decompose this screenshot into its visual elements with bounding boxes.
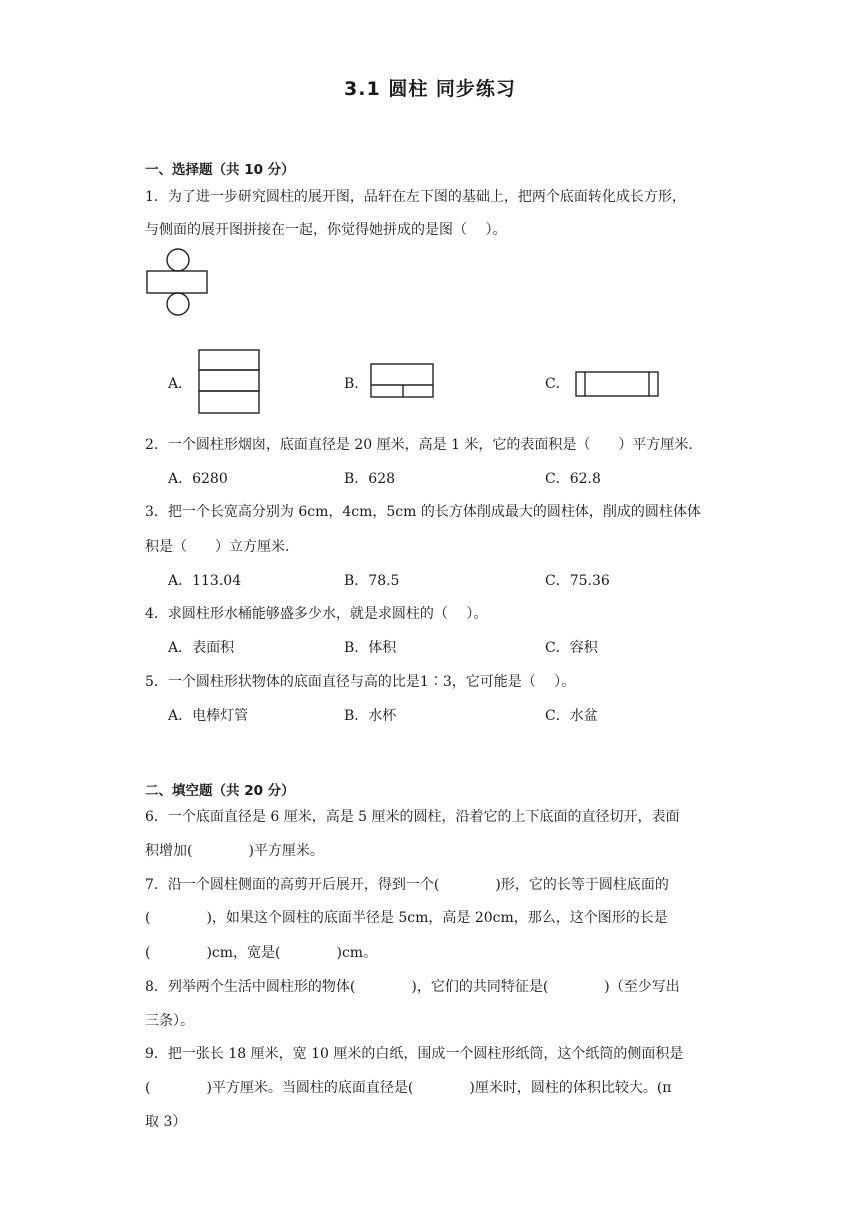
question-9-line-1: 9．把一张长 18 厘米，宽 10 厘米的白纸，围成一个圆柱形纸筒，这个纸筒的侧面积是 xyxy=(145,1046,684,1062)
question-2-line-1: 2．一个圆柱形烟囱，底面直径是 20 厘米，高是 1 米，它的表面积是（ ）平方厘米. xyxy=(145,437,693,453)
q3-option-b[interactable]: B．78.5 xyxy=(344,573,400,589)
cylinder-net-figure xyxy=(145,247,215,317)
q3-option-c[interactable]: C．75.36 xyxy=(545,573,610,589)
page-title: 3.1 圆柱 同步练习 xyxy=(344,78,516,100)
q4-option-b[interactable]: B．体积 xyxy=(344,640,397,656)
question-7-line-3: ( )cm，宽是( )cm。 xyxy=(145,945,378,961)
lateral-rectangle xyxy=(147,271,207,293)
q2-option-c[interactable]: C．62.8 xyxy=(545,471,601,487)
q1-option-c[interactable]: C． xyxy=(545,376,570,392)
q2-option-a[interactable]: A．6280 xyxy=(168,471,228,487)
q1-option-a[interactable]: A． xyxy=(168,376,193,392)
question-5-line-1: 5．一个圆柱形状物体的底面直径与高的比是1∶3，它可能是（ ）。 xyxy=(145,674,576,690)
question-4-line-1: 4．求圆柱形水桶能够盛多少水，就是求圆柱的（ ）。 xyxy=(145,606,488,622)
question-9-line-2: ( )平方厘米。当圆柱的底面直径是( )厘米时，圆柱的体积比较大。(π xyxy=(145,1080,672,1096)
question-8-line-1: 8．列举两个生活中圆柱形的物体( )，它们的共同特征是( )（至少写出 xyxy=(145,979,680,995)
q4-option-c[interactable]: C．容积 xyxy=(545,640,598,656)
question-9-line-3: 取 3） xyxy=(145,1114,187,1130)
q1-option-b-figure xyxy=(370,363,436,399)
bottom-circle xyxy=(167,293,189,315)
q2-option-b[interactable]: B．628 xyxy=(344,471,396,487)
q5-option-b[interactable]: B．水杯 xyxy=(344,708,397,724)
question-3-line-2: 积是（ ）立方厘米. xyxy=(145,539,290,555)
q1-option-b[interactable]: B． xyxy=(344,376,369,392)
q1-option-a-figure xyxy=(198,349,262,415)
q4-option-a[interactable]: A．表面积 xyxy=(168,640,235,656)
q3-option-a[interactable]: A．113.04 xyxy=(168,573,242,589)
q5-option-a[interactable]: A．电棒灯管 xyxy=(168,708,249,724)
question-8-line-2: 三条）。 xyxy=(145,1013,194,1029)
question-3-line-1: 3．把一个长宽高分别为 6cm，4cm，5cm 的长方体削成最大的圆柱体，削成的圆柱体体 xyxy=(145,504,701,520)
question-1-line-2: 与侧面的展开图拼接在一起，你觉得她拼成的是图（ ）。 xyxy=(145,222,507,238)
question-7-line-2: ( )，如果这个圆柱的底面半径是 5cm，高是 20cm，那么，这个图形的长是 xyxy=(145,910,668,926)
top-circle xyxy=(167,249,189,271)
question-6-line-1: 6．一个底面直径是 6 厘米，高是 5 厘米的圆柱，沿着它的上下底面的直径切开，表面 xyxy=(145,809,680,825)
question-7-line-1: 7．沿一个圆柱侧面的高剪开后展开，得到一个( )形，它的长等于圆柱底面的 xyxy=(145,877,669,893)
q5-option-c[interactable]: C．水盆 xyxy=(545,708,598,724)
section-heading-choice: 一、选择题（共 10 分） xyxy=(145,162,295,178)
question-6-line-2: 积增加( )平方厘米。 xyxy=(145,843,324,859)
q1-option-c-figure xyxy=(575,371,661,399)
question-1-line-1: 1．为了进一步研究圆柱的展开图，品轩在左下图的基础上，把两个底面转化成长方形， xyxy=(145,189,686,205)
section-heading-fill: 二、填空题（共 20 分） xyxy=(145,783,295,799)
